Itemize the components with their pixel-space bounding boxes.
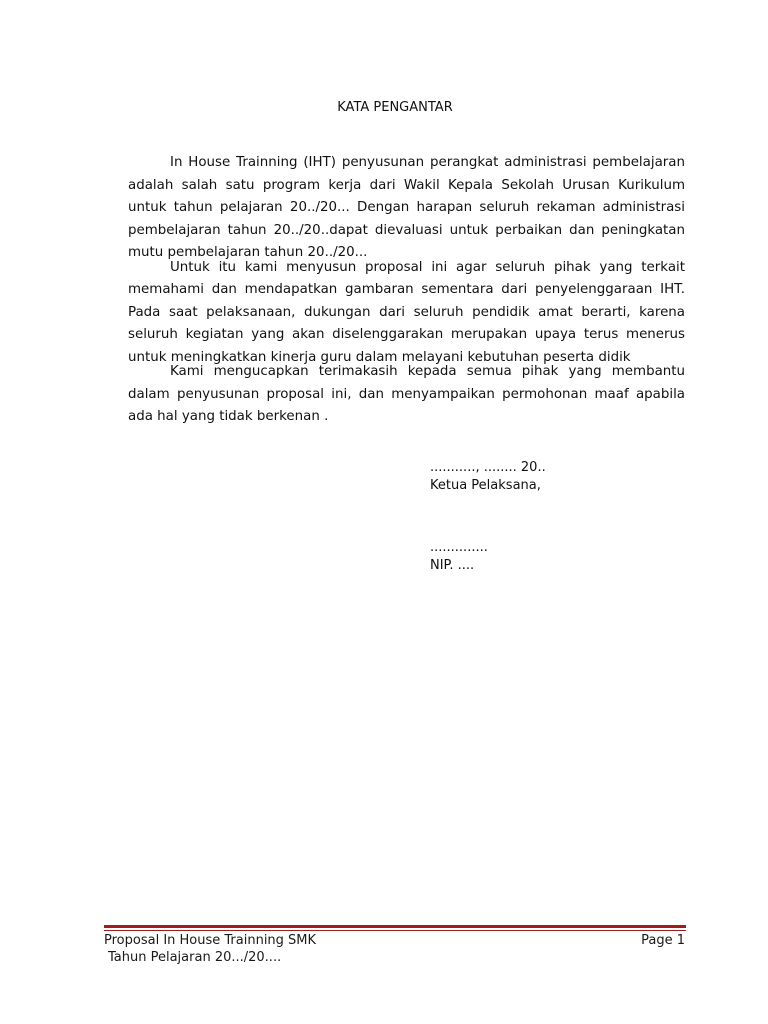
page-number: Page 1 [641, 933, 685, 948]
paragraph-1: In House Trainning (IHT) penyusunan perangkat administrasi pembelajaran adalah salah satu program kerja dari Wakil Kepala Sekolah Urusan Kurikulum untuk tahun pelajaran 20../20... Dengan harapan seluruh rekaman administrasi pembelajaran tahun 20../20..dapat dievaluasi untuk perbaikan dan peningkatan mutu pembelajaran tahun 20../20... [128, 155, 685, 260]
body-text [128, 152, 685, 429]
signature-role: Ketua Pelaksana, [430, 478, 541, 493]
signature-place-date: ..........., ........ 20.. [430, 460, 546, 475]
signature-space [430, 495, 546, 539]
footer-rule-thick [104, 925, 686, 928]
footer-text [104, 932, 316, 966]
footer-rule-thin [104, 930, 686, 931]
footer-line-1: Proposal In House Trainning SMK [104, 933, 317, 948]
signature-nip: NIP. .... [430, 558, 475, 573]
signature-name: .............. [430, 540, 488, 555]
paragraph-2: Untuk itu kami menyusun proposal ini agar seluruh pihak yang terkait memahami dan mendapatkan gambaran sementara dari penyelenggaraan IHT. Pada saat pelaksanaan, dukungan dari seluruh pendidik amat berarti, karena seluruh kegiatan yang akan diselenggarakan merupakan upaya terus menerus untuk meningkatkan kinerja guru dalam melayani kebutuhan peserta didik [128, 259, 685, 365]
paragraph-3: Kami mengucapkan terimakasih kepada semua pihak yang membantu dalam penyusunan proposal ini, dan menyampaikan permohonan maaf apabila ada hal yang tidak berkenan . [128, 364, 685, 424]
page-title: KATA PENGANTAR [337, 100, 453, 115]
signature-block [430, 459, 546, 575]
footer-line-2: Tahun Pelajaran 20.../20.... [108, 950, 282, 965]
